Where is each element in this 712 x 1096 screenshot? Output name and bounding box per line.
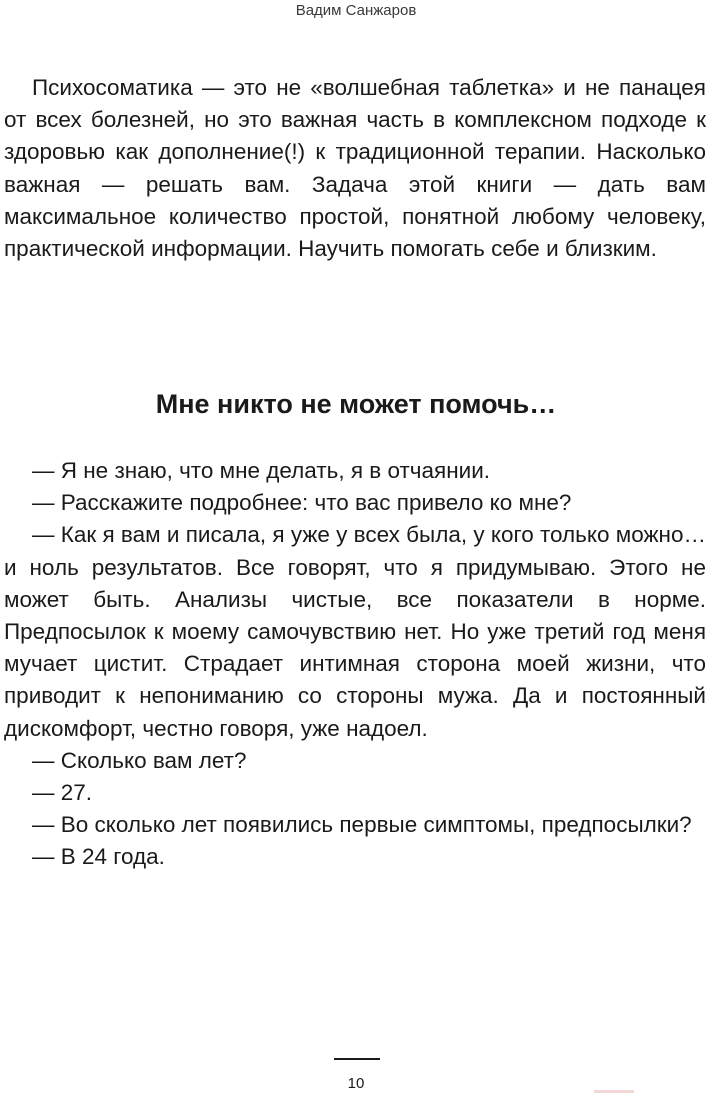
dialogue-line: — Сколько вам лет? bbox=[32, 747, 247, 773]
dialogue-line: — Расскажите подробнее: что вас привело ко мне? bbox=[32, 490, 572, 516]
dialogue-line: — В 24 года. bbox=[32, 844, 165, 870]
intro-paragraph: Психосоматика — это не «волшебная таблетка» и не панацея от всех болезней, но это важная часть в комплексном подходе к здоровью как дополнение(!) к традиционной терапии. Насколько важная — решать вам. Задача этой книги — дать вам максимальное количество простой, понятной любому человеку, практической информации. Научить помогать себе и близким. bbox=[4, 75, 706, 262]
dialogue-line: — 27. bbox=[32, 780, 93, 806]
dialogue-line: — Как я вам и писала, я уже у всех была, у кого только можно… и ноль результатов. Все говорят, что я придумываю. Этого не может быть. Анализы чистые, все показатели в норме. Предпосылок к моему самочувствию нет. Но уже третий год меня мучает цистит. Страдает интимная сторона моей жизни, что приводит к непониманию со стороны мужа. Да и постоянный дискомфорт, честно говоря, уже надоел. bbox=[4, 522, 706, 741]
intro-section bbox=[4, 72, 706, 265]
page-number: 10 bbox=[347, 1075, 365, 1092]
dialogue-line: — Во сколько лет появились первые симптомы, предпосылки? bbox=[32, 812, 692, 838]
corner-mark bbox=[594, 1090, 634, 1093]
section-heading: Мне никто не может помочь… bbox=[155, 389, 557, 419]
dialogue-line: — Я не знаю, что мне делать, я в отчаянии. bbox=[32, 458, 491, 483]
footer-rule bbox=[334, 1058, 380, 1060]
running-head-author: Вадим Санжаров bbox=[295, 2, 417, 19]
dialogue-section bbox=[4, 455, 706, 874]
